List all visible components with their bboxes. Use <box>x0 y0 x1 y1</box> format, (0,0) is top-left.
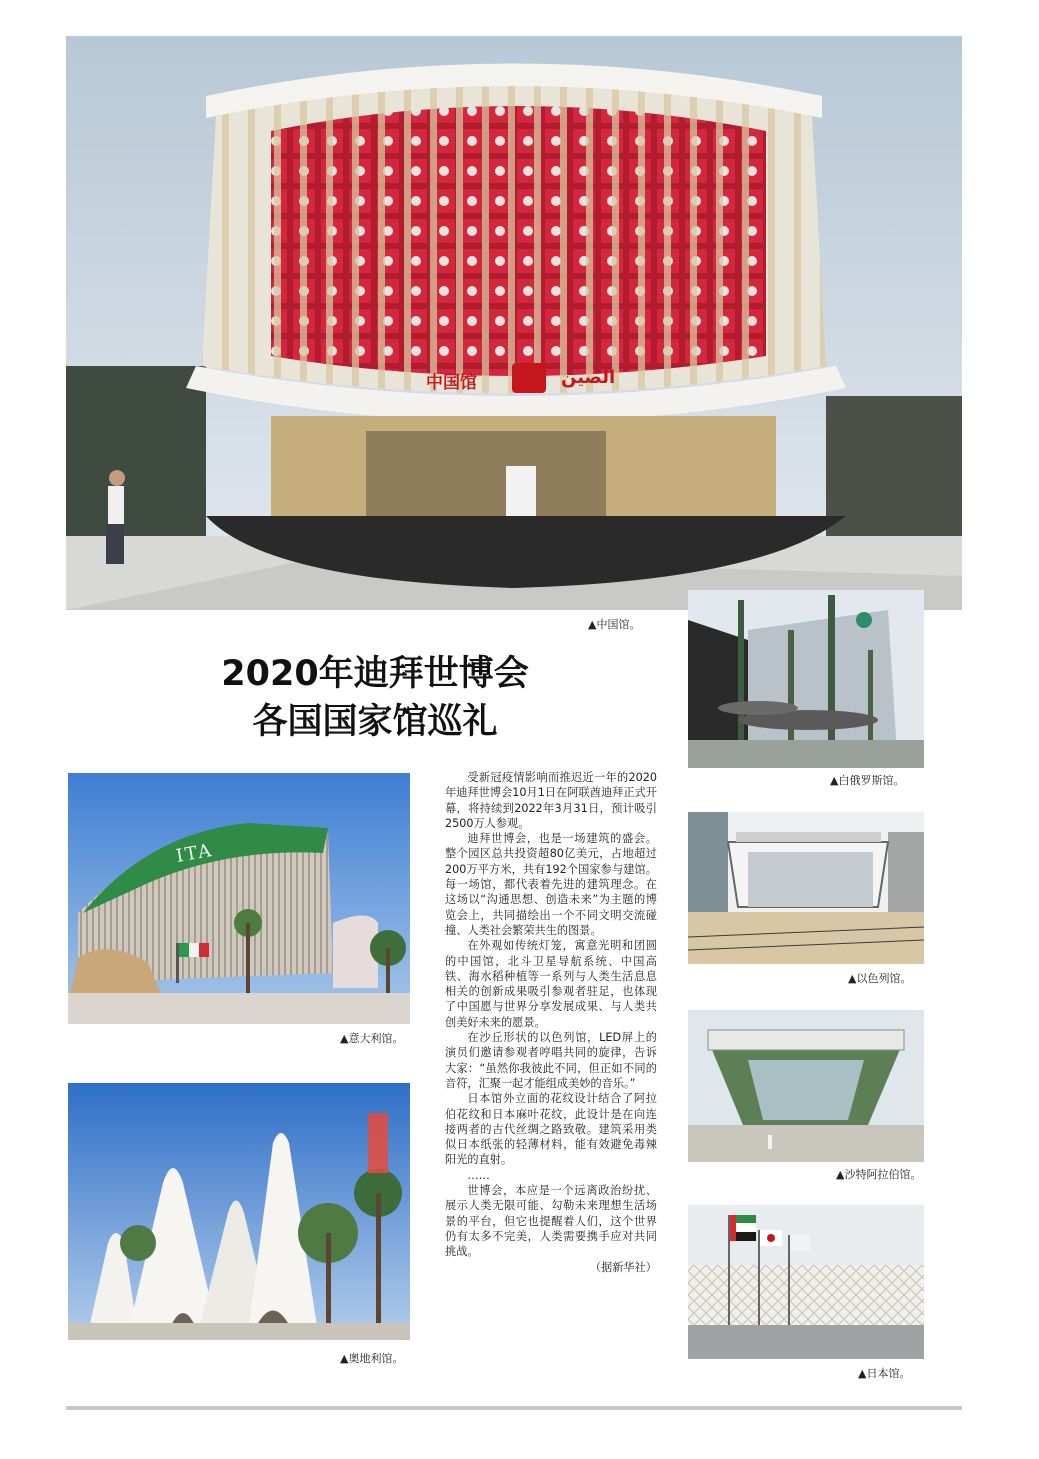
saudi-pavilion-caption: ▲沙特阿拉伯馆。 <box>836 1168 922 1181</box>
article-body <box>445 770 657 1275</box>
china-pavilion-emblem-icon <box>512 363 546 393</box>
japan-pavilion-photo <box>688 1205 924 1359</box>
china-pavilion-caption: ▲中国馆。 <box>588 618 641 631</box>
article-paragraph: …… <box>467 1168 490 1182</box>
footer-rule <box>66 1406 962 1410</box>
article-paragraph: 日本馆外立面的花纹设计结合了阿拉伯花纹和日本麻叶花纹，此设计是在向连接两者的古代丝绸之路致敬。建筑采用类似日本纸张的轻薄材料，能有效避免毒辣阳光的直射。 <box>445 1092 657 1167</box>
article-paragraph: 迪拜世博会，也是一场建筑的盛会。整个园区总共投资超80亿美元，占地超过200万平方米，共有192个国家参与建馆。每一场馆，都代表着先进的建筑理念。在这场以“沟通思想、创造未来”为主题的博览会上，共同描绘出一个不同文明交流碰撞、人类社会繁荣共生的图景。 <box>445 832 657 937</box>
austria-pavilion-caption: ▲奥地利馆。 <box>340 1352 404 1365</box>
china-pavilion-sign-arabic: الصين <box>561 367 616 388</box>
italy-pavilion-sign: ITA <box>174 839 215 868</box>
article-paragraph: 世博会，本应是一个远离政治纷扰、展示人类无限可能、勾勒未来理想生活场景的平台，但它也提醒着人们，这个世界仍有太多不完美，人类需要携手应对共同挑战。 <box>445 1184 657 1259</box>
china-pavilion-sign: 中国馆 <box>426 373 477 393</box>
china-pavilion-photo <box>66 36 962 610</box>
israel-pavilion-photo <box>688 812 924 964</box>
article-source: （据新华社） <box>589 1260 657 1274</box>
article-paragraph: 受新冠疫情影响而推迟近一年的2020年迪拜世博会10月1日在阿联酋迪拜正式开幕，将持续到2022年3月31日，预计吸引2500万人参观。 <box>445 771 657 830</box>
belarus-pavilion-photo <box>688 590 924 768</box>
article-paragraph: 在沙丘形状的以色列馆，LED屏上的演员们邀请参观者哼唱共同的旋律，告诉大家：“虽然你我彼此不同，但正如不同的音符，汇聚一起才能组成美妙的音乐。” <box>445 1031 657 1090</box>
belarus-pavilion-caption: ▲白俄罗斯馆。 <box>830 774 905 787</box>
article-paragraph: 在外观如传统灯笼，寓意光明和团圆的中国馆，北斗卫星导航系统、中国高铁、海水稻种植等一系列与人类生活息息相关的创新成果吸引参观者驻足，也体现了中国愿与世界分享发展成果、与人类共创美好未来的愿景。 <box>445 939 657 1029</box>
italy-pavilion-caption: ▲意大利馆。 <box>340 1032 404 1045</box>
austria-pavilion-photo <box>68 1083 410 1340</box>
headline-line-2: 各国国家馆巡礼 <box>252 702 498 742</box>
headline-line-1: 2020年迪拜世博会 <box>221 654 529 694</box>
saudi-pavilion-photo <box>688 1010 924 1162</box>
japan-pavilion-caption: ▲日本馆。 <box>858 1367 911 1380</box>
italy-pavilion-photo <box>68 773 410 1024</box>
headline <box>150 650 600 746</box>
israel-pavilion-caption: ▲以色列馆。 <box>848 972 912 985</box>
